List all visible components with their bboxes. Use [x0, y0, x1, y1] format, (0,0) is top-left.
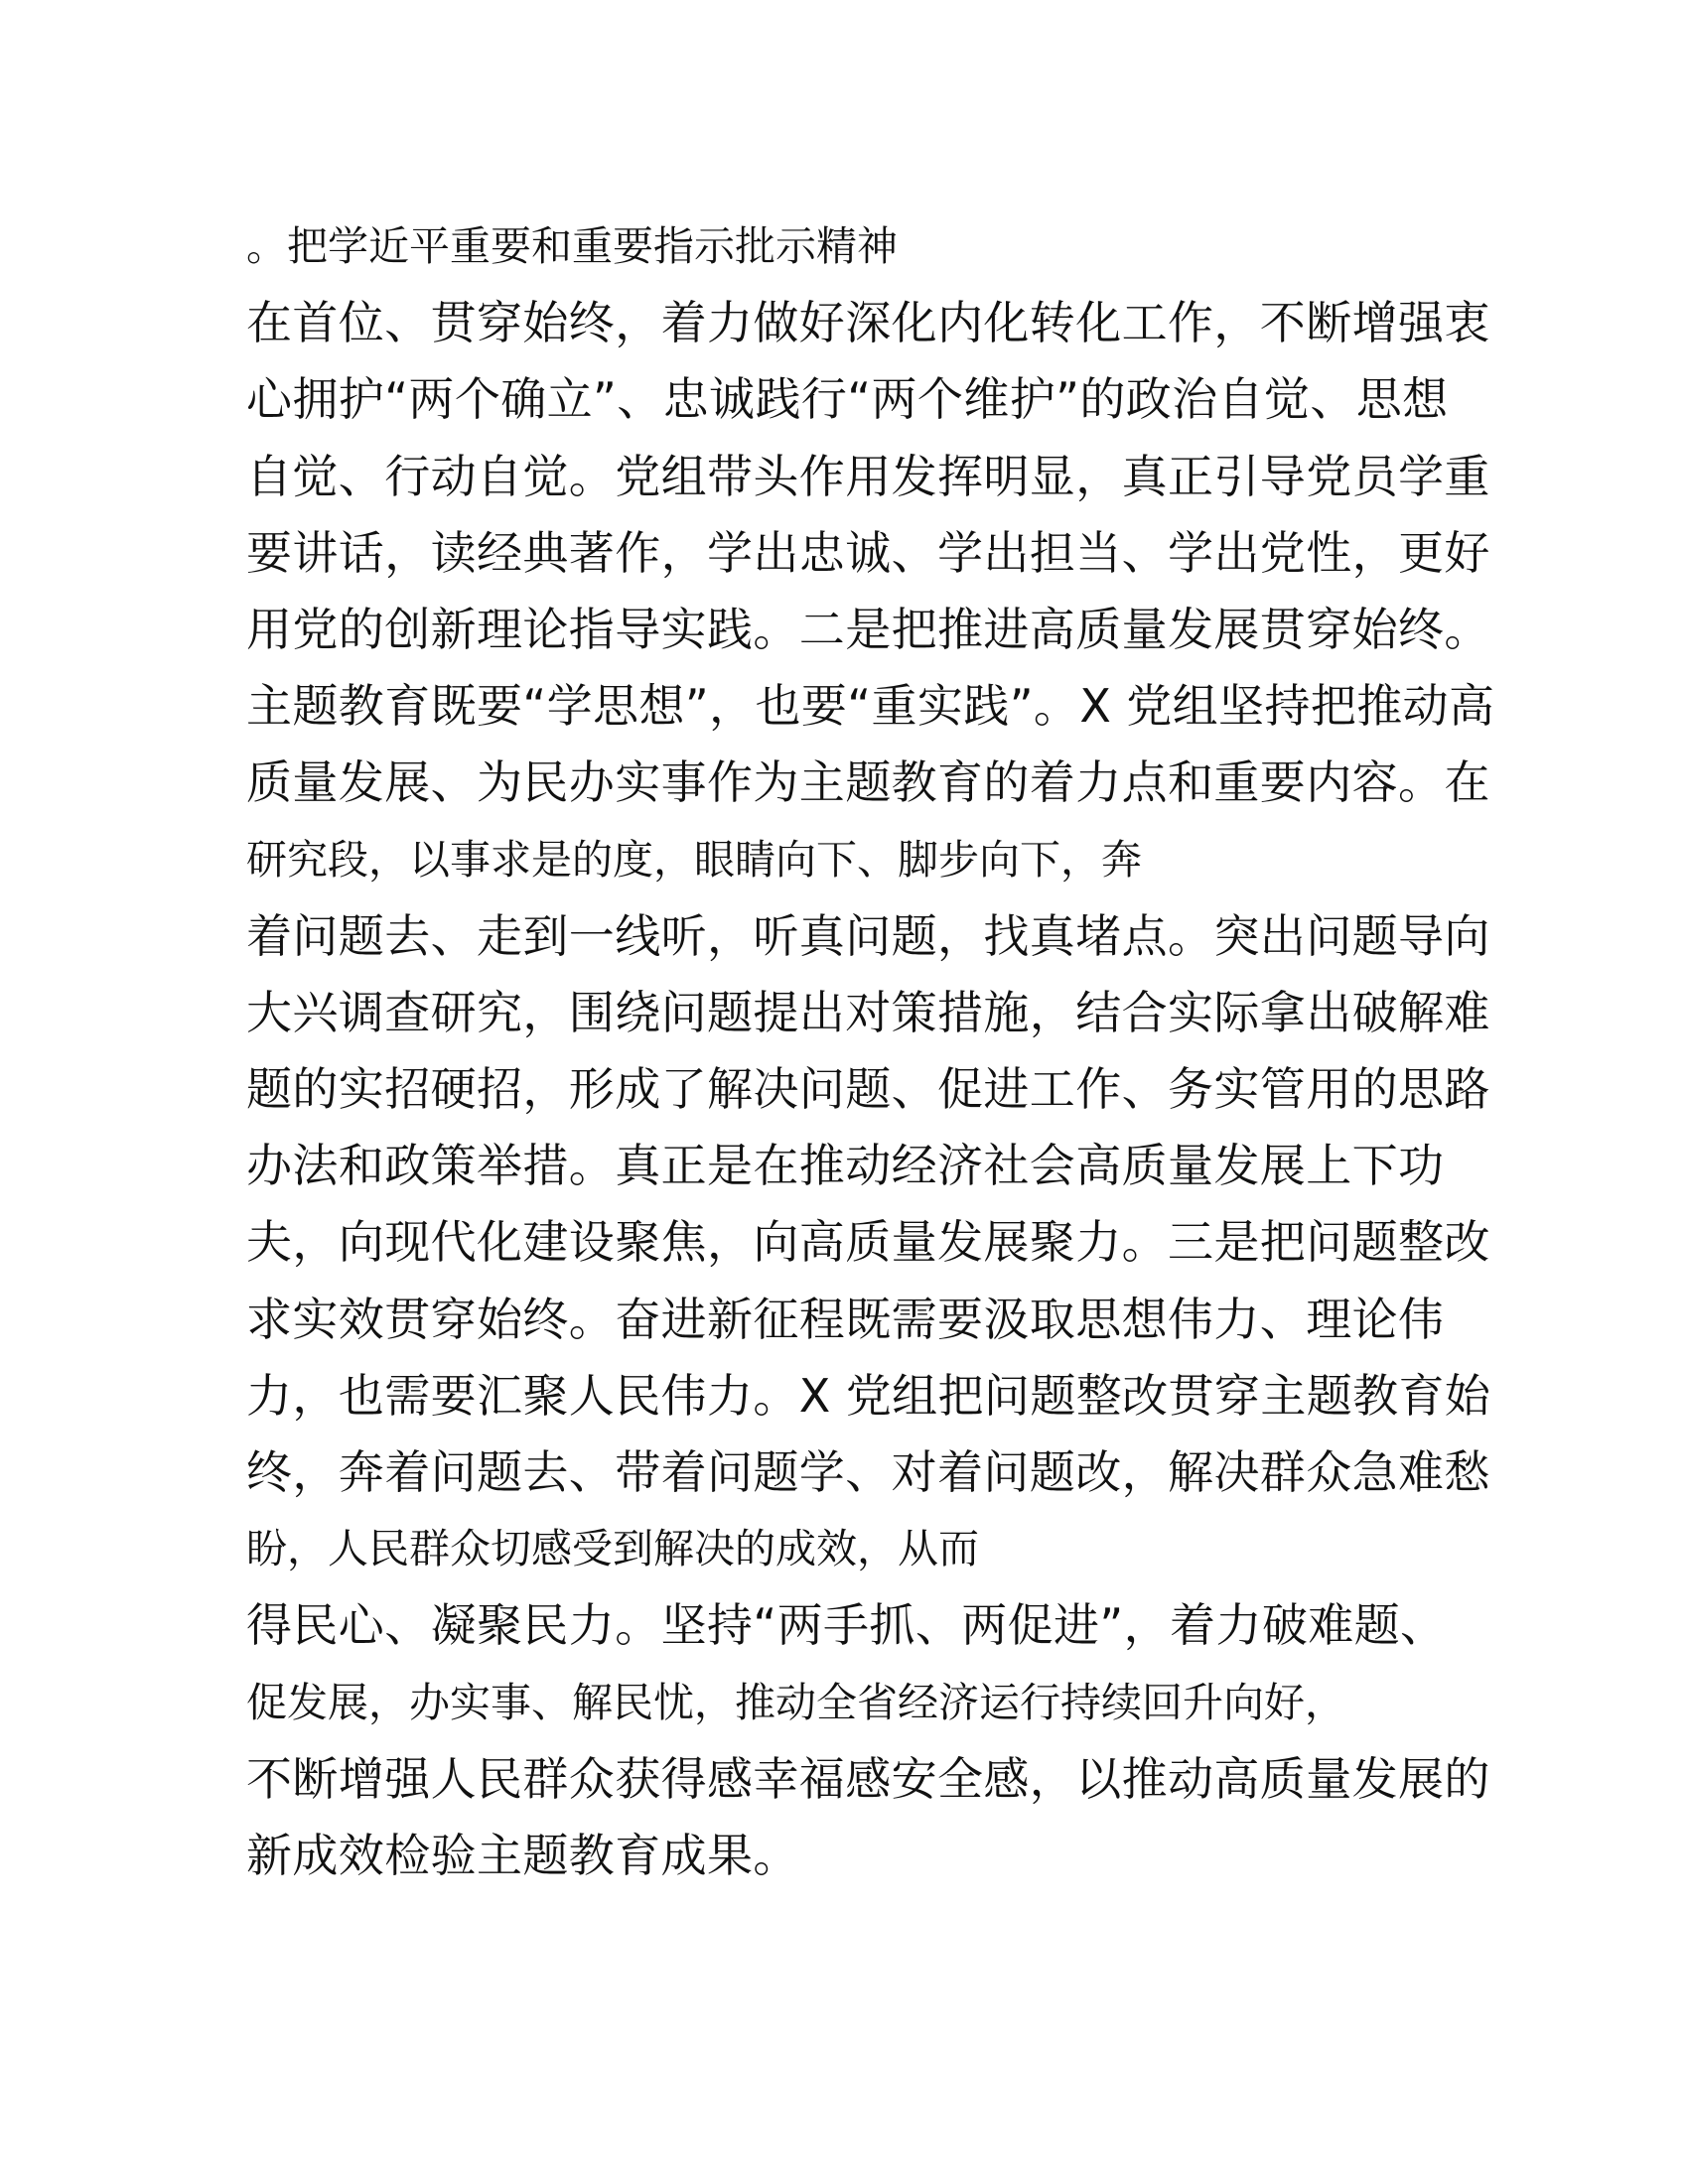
text-line: 新成效检验主题教育成果。 [246, 1828, 799, 1882]
text-line: 着问题去、走到一线听，听真问题，找真堵点。突出问题导向 [246, 908, 1490, 963]
text-line: 促发展，办实事、解民忧，推动全省经济运行持续回升向好， [246, 1678, 1345, 1726]
text-line: 夫，向现代化建设聚焦，向高质量发展聚力。三是把问题整改 [246, 1215, 1490, 1270]
text-line: 力，也需要汇聚人民伟力。X 党组把问题整改贯穿主题教育始 [246, 1368, 1491, 1423]
text-line: 。把学近平重要和重要指示批示精神 [246, 222, 898, 270]
text-line: 质量发展、为民办实事作为主题教育的着力点和重要内容。在 [246, 755, 1490, 810]
text-line: 大兴调查研究，围绕问题提出对策措施，结合实际拿出破解难 [246, 985, 1490, 1039]
text-line: 办法和政策举措。真正是在推动经济社会高质量发展上下功 [246, 1139, 1445, 1193]
text-line: 自觉、行动自觉。党组带头作用发挥明显，真正引导党员学重 [246, 449, 1490, 503]
text-line: 不断增强人民群众获得感幸福感安全感，以推动高质量发展的 [246, 1751, 1490, 1806]
text-line: 主题教育既要“学思想”，也要“重实践”。X 党组坚持把推动高 [246, 679, 1495, 734]
text-line: 用党的创新理论指导实践。二是把推进高质量发展贯穿始终。 [246, 602, 1490, 656]
text-line: 盼，人民群众切感受到解决的成效，从而 [246, 1525, 979, 1573]
text-line: 题的实招硬招，形成了解决问题、促进工作、务实管用的思路 [246, 1062, 1490, 1117]
text-line: 心拥护“两个确立”、忠诚践行“两个维护”的政治自觉、思想 [246, 372, 1449, 427]
text-line: 在首位、贯穿始终，着力做好深化内化转化工作，不断增强衷 [246, 296, 1490, 350]
text-line: 得民心、凝聚民力。坚持“两手抓、两促进”，着力破难题、 [246, 1598, 1447, 1653]
text-line: 终，奔着问题去、带着问题学、对着问题改，解决群众急难愁 [246, 1445, 1490, 1499]
text-line: 求实效贯穿始终。奋进新征程既需要汲取思想伟力、理论伟 [246, 1292, 1445, 1346]
body-text [246, 208, 1495, 1894]
text-line: 研究段，以事求是的度，眼睛向下、脚步向下，奔 [246, 835, 1142, 884]
text-line: 要讲话，读经典著作，学出忠诚、学出担当、学出党性，更好 [246, 525, 1490, 580]
